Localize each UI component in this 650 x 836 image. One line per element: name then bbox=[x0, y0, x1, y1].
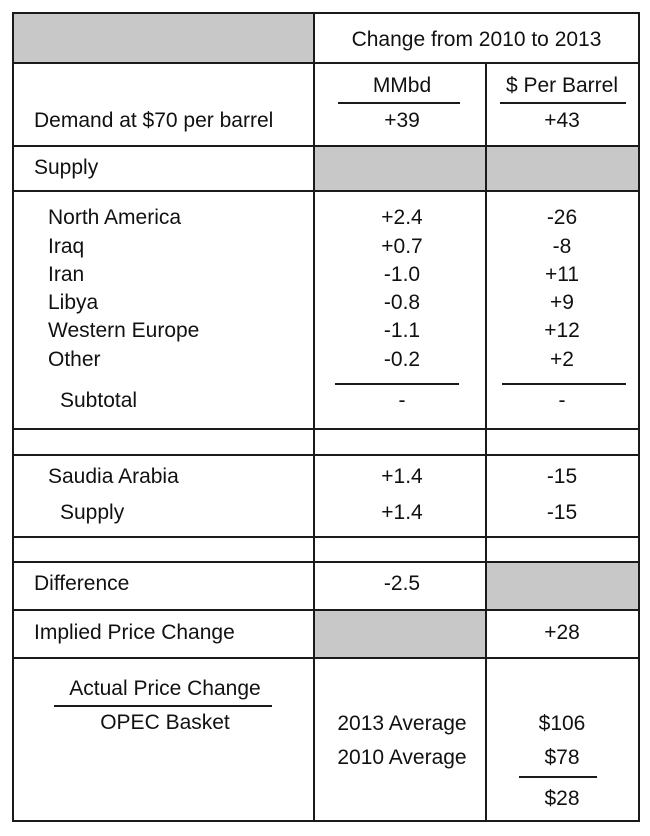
header-blank-cell bbox=[14, 14, 314, 62]
supply-row-label: Iran bbox=[48, 263, 85, 286]
avg-2013-label: 2013 Average bbox=[337, 712, 467, 735]
demand-mmbd: +39 bbox=[384, 109, 420, 132]
supply-row-price: +9 bbox=[550, 291, 574, 314]
subtotal-mmbd-rule bbox=[335, 383, 459, 385]
subtotal-mmbd: - bbox=[398, 389, 406, 412]
column-divider bbox=[485, 62, 487, 820]
saudi-mmbd: +1.4 bbox=[381, 465, 423, 488]
mmbd-header-underline bbox=[338, 102, 460, 104]
supply-row-label: North America bbox=[48, 206, 182, 229]
actual-diff-rule bbox=[519, 776, 597, 778]
supply-row-label: Other bbox=[48, 348, 101, 371]
actual-label-rule bbox=[54, 705, 272, 707]
supply-row-mmbd: -0.8 bbox=[383, 291, 421, 314]
column-divider bbox=[313, 14, 315, 820]
price-column-header: $ Per Barrel bbox=[505, 74, 619, 97]
implied-price: +28 bbox=[544, 621, 580, 644]
difference-mmbd: -2.5 bbox=[383, 572, 421, 595]
demand-price: +43 bbox=[544, 109, 580, 132]
supply-row-mmbd: +0.7 bbox=[381, 235, 423, 258]
difference-label: Difference bbox=[34, 572, 130, 595]
subtotal-price: - bbox=[558, 389, 566, 412]
actual-label: Actual Price Change bbox=[69, 677, 261, 700]
difference-price-blank-cell bbox=[487, 563, 638, 609]
supply-row-label: Western Europe bbox=[48, 319, 200, 342]
row-divider bbox=[14, 561, 638, 563]
supply-row-label: Iraq bbox=[48, 235, 85, 258]
demand-label: Demand at $70 per barrel bbox=[34, 109, 274, 132]
price-change-table bbox=[12, 12, 640, 822]
supply-label: Supply bbox=[34, 156, 99, 179]
row-divider bbox=[14, 454, 638, 456]
row-divider bbox=[14, 428, 638, 430]
actual-diff-value: $28 bbox=[544, 787, 580, 810]
subtotal-label: Subtotal bbox=[60, 389, 138, 412]
row-divider bbox=[14, 657, 638, 659]
header-title: Change from 2010 to 2013 bbox=[351, 28, 602, 51]
avg-2013-value: $106 bbox=[538, 712, 586, 735]
supply-row-label: Libya bbox=[48, 291, 99, 314]
saudi-supply-mmbd: +1.4 bbox=[381, 501, 423, 524]
price-header-underline bbox=[500, 102, 626, 104]
supply-row-mmbd: -0.2 bbox=[383, 348, 421, 371]
row-divider bbox=[14, 609, 638, 611]
supply-row-price: +2 bbox=[550, 348, 574, 371]
saudi-supply-price: -15 bbox=[546, 501, 578, 524]
saudi-price: -15 bbox=[546, 465, 578, 488]
supply-row-mmbd: -1.1 bbox=[383, 319, 421, 342]
implied-label: Implied Price Change bbox=[34, 621, 235, 644]
subtotal-price-rule bbox=[502, 383, 626, 385]
supply-price-blank-cell bbox=[487, 147, 638, 190]
avg-2010-value: $78 bbox=[544, 746, 580, 769]
supply-mmbd-blank-cell bbox=[315, 147, 486, 190]
row-divider bbox=[14, 536, 638, 538]
row-divider bbox=[14, 190, 638, 192]
supply-row-price: -8 bbox=[552, 235, 572, 258]
row-divider bbox=[14, 145, 638, 147]
row-divider bbox=[14, 62, 638, 64]
supply-row-price: +11 bbox=[544, 263, 580, 286]
saudi-supply-label: Supply bbox=[60, 501, 125, 524]
mmbd-column-header: MMbd bbox=[372, 74, 432, 97]
saudi-label: Saudia Arabia bbox=[48, 465, 179, 488]
implied-mmbd-blank-cell bbox=[315, 611, 486, 657]
supply-row-mmbd: -1.0 bbox=[383, 263, 421, 286]
avg-2010-label: 2010 Average bbox=[337, 746, 467, 769]
supply-row-price: -26 bbox=[546, 206, 578, 229]
opec-basket-label: OPEC Basket bbox=[100, 711, 230, 734]
supply-row-price: +12 bbox=[544, 319, 580, 342]
supply-row-mmbd: +2.4 bbox=[381, 206, 423, 229]
